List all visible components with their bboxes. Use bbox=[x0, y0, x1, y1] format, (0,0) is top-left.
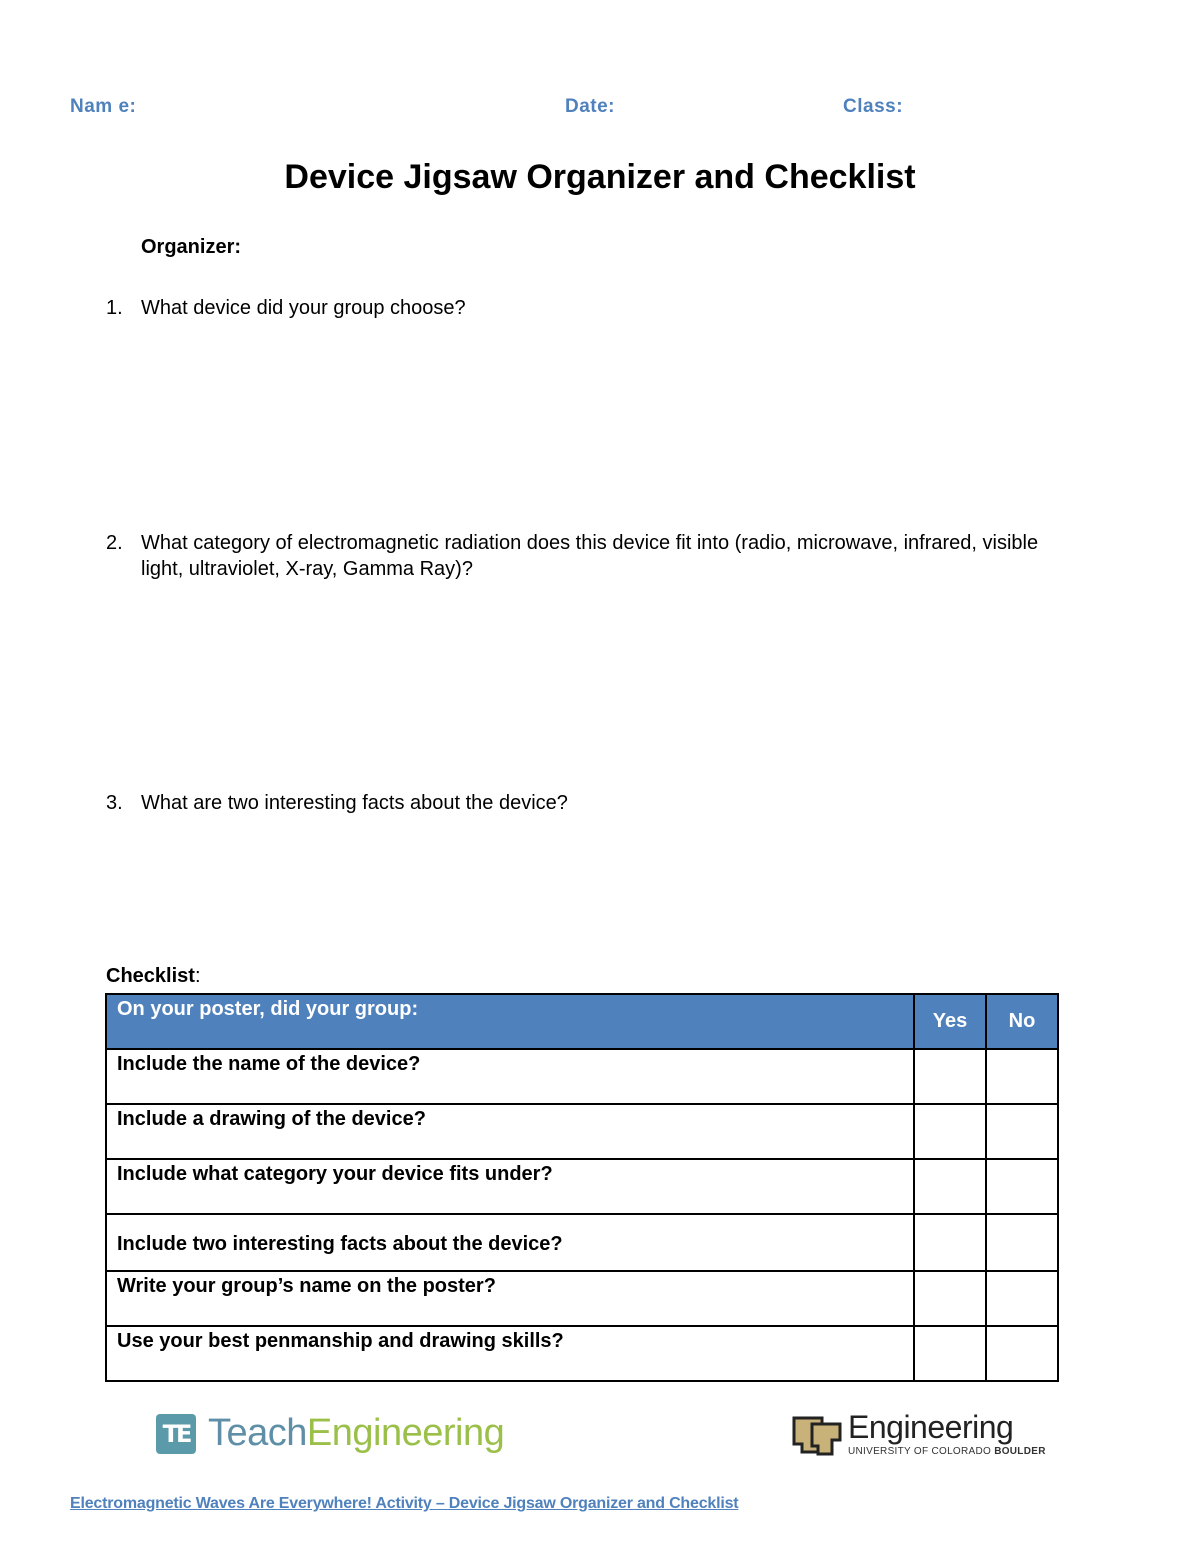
checklist-item: Use your best penmanship and drawing skills? bbox=[106, 1326, 914, 1381]
question-2 bbox=[106, 530, 1046, 582]
table-row bbox=[106, 1049, 1058, 1104]
teachengineering-logo bbox=[156, 1412, 504, 1455]
checklist-label bbox=[106, 965, 201, 988]
cu-emblem-icon bbox=[792, 1410, 842, 1460]
checklist-header-question: On your poster, did your group: bbox=[106, 994, 914, 1049]
checklist-item: Write your group’s name on the poster? bbox=[106, 1271, 914, 1326]
teach-word: Teach bbox=[208, 1412, 307, 1454]
checklist-table bbox=[105, 993, 1059, 1382]
checklist-header-no: No bbox=[986, 994, 1058, 1049]
no-cell[interactable] bbox=[986, 1049, 1058, 1104]
page-title: Device Jigsaw Organizer and Checklist bbox=[284, 158, 916, 196]
checklist-item: Include what category your device fits under? bbox=[106, 1159, 914, 1214]
checklist-item: Include a drawing of the device? bbox=[106, 1104, 914, 1159]
checklist-header-yes: Yes bbox=[914, 994, 986, 1049]
no-cell[interactable] bbox=[986, 1326, 1058, 1381]
yes-cell[interactable] bbox=[914, 1326, 986, 1381]
question-3 bbox=[106, 790, 1046, 816]
class-label: Class: bbox=[843, 96, 904, 117]
no-cell[interactable] bbox=[986, 1271, 1058, 1326]
teachengineering-icon: TE bbox=[156, 1414, 196, 1454]
question-number: 2. bbox=[106, 532, 123, 554]
cu-subtitle bbox=[848, 1446, 1046, 1457]
question-1 bbox=[106, 295, 1046, 321]
checklist-label-colon: : bbox=[194, 965, 201, 987]
yes-cell[interactable] bbox=[914, 1049, 986, 1104]
question-text: What category of electromagnetic radiation does this device fit into (radio, microwave, infrared, visible light, ultraviolet, X-ray, Gamma Ray)? bbox=[141, 532, 1039, 580]
date-label: Date: bbox=[565, 96, 616, 117]
question-number: 3. bbox=[106, 792, 123, 814]
checklist-item: Include two interesting facts about the device? bbox=[106, 1214, 914, 1271]
no-cell[interactable] bbox=[986, 1159, 1058, 1214]
cu-boulder-engineering-logo bbox=[792, 1410, 1046, 1460]
checklist-label-text: Checklist bbox=[106, 965, 195, 987]
yes-cell[interactable] bbox=[914, 1271, 986, 1326]
yes-cell[interactable] bbox=[914, 1214, 986, 1271]
yes-cell[interactable] bbox=[914, 1159, 986, 1214]
no-cell[interactable] bbox=[986, 1104, 1058, 1159]
table-row bbox=[106, 1159, 1058, 1214]
checklist-item: Include the name of the device? bbox=[106, 1049, 914, 1104]
table-row bbox=[106, 1214, 1058, 1271]
question-number: 1. bbox=[106, 297, 123, 319]
cu-subtitle-regular: UNIVERSITY OF COLORADO bbox=[848, 1446, 995, 1457]
no-cell[interactable] bbox=[986, 1214, 1058, 1271]
yes-cell[interactable] bbox=[914, 1104, 986, 1159]
footer-link[interactable]: Electromagnetic Waves Are Everywhere! Activity – Device Jigsaw Organizer and Checklist bbox=[70, 1495, 739, 1512]
cu-subtitle-bold: BOULDER bbox=[994, 1446, 1046, 1457]
organizer-label: Organizer: bbox=[141, 236, 242, 258]
question-text: What are two interesting facts about the device? bbox=[141, 792, 568, 814]
question-text: What device did your group choose? bbox=[141, 297, 466, 319]
cu-engineering-title: Engineering bbox=[848, 1409, 1014, 1445]
table-row bbox=[106, 1104, 1058, 1159]
table-row bbox=[106, 1326, 1058, 1381]
name-label: Nam e: bbox=[70, 96, 137, 117]
teachengineering-wordmark bbox=[208, 1412, 504, 1455]
engineering-word: Engineering bbox=[306, 1412, 505, 1454]
table-row bbox=[106, 1271, 1058, 1326]
